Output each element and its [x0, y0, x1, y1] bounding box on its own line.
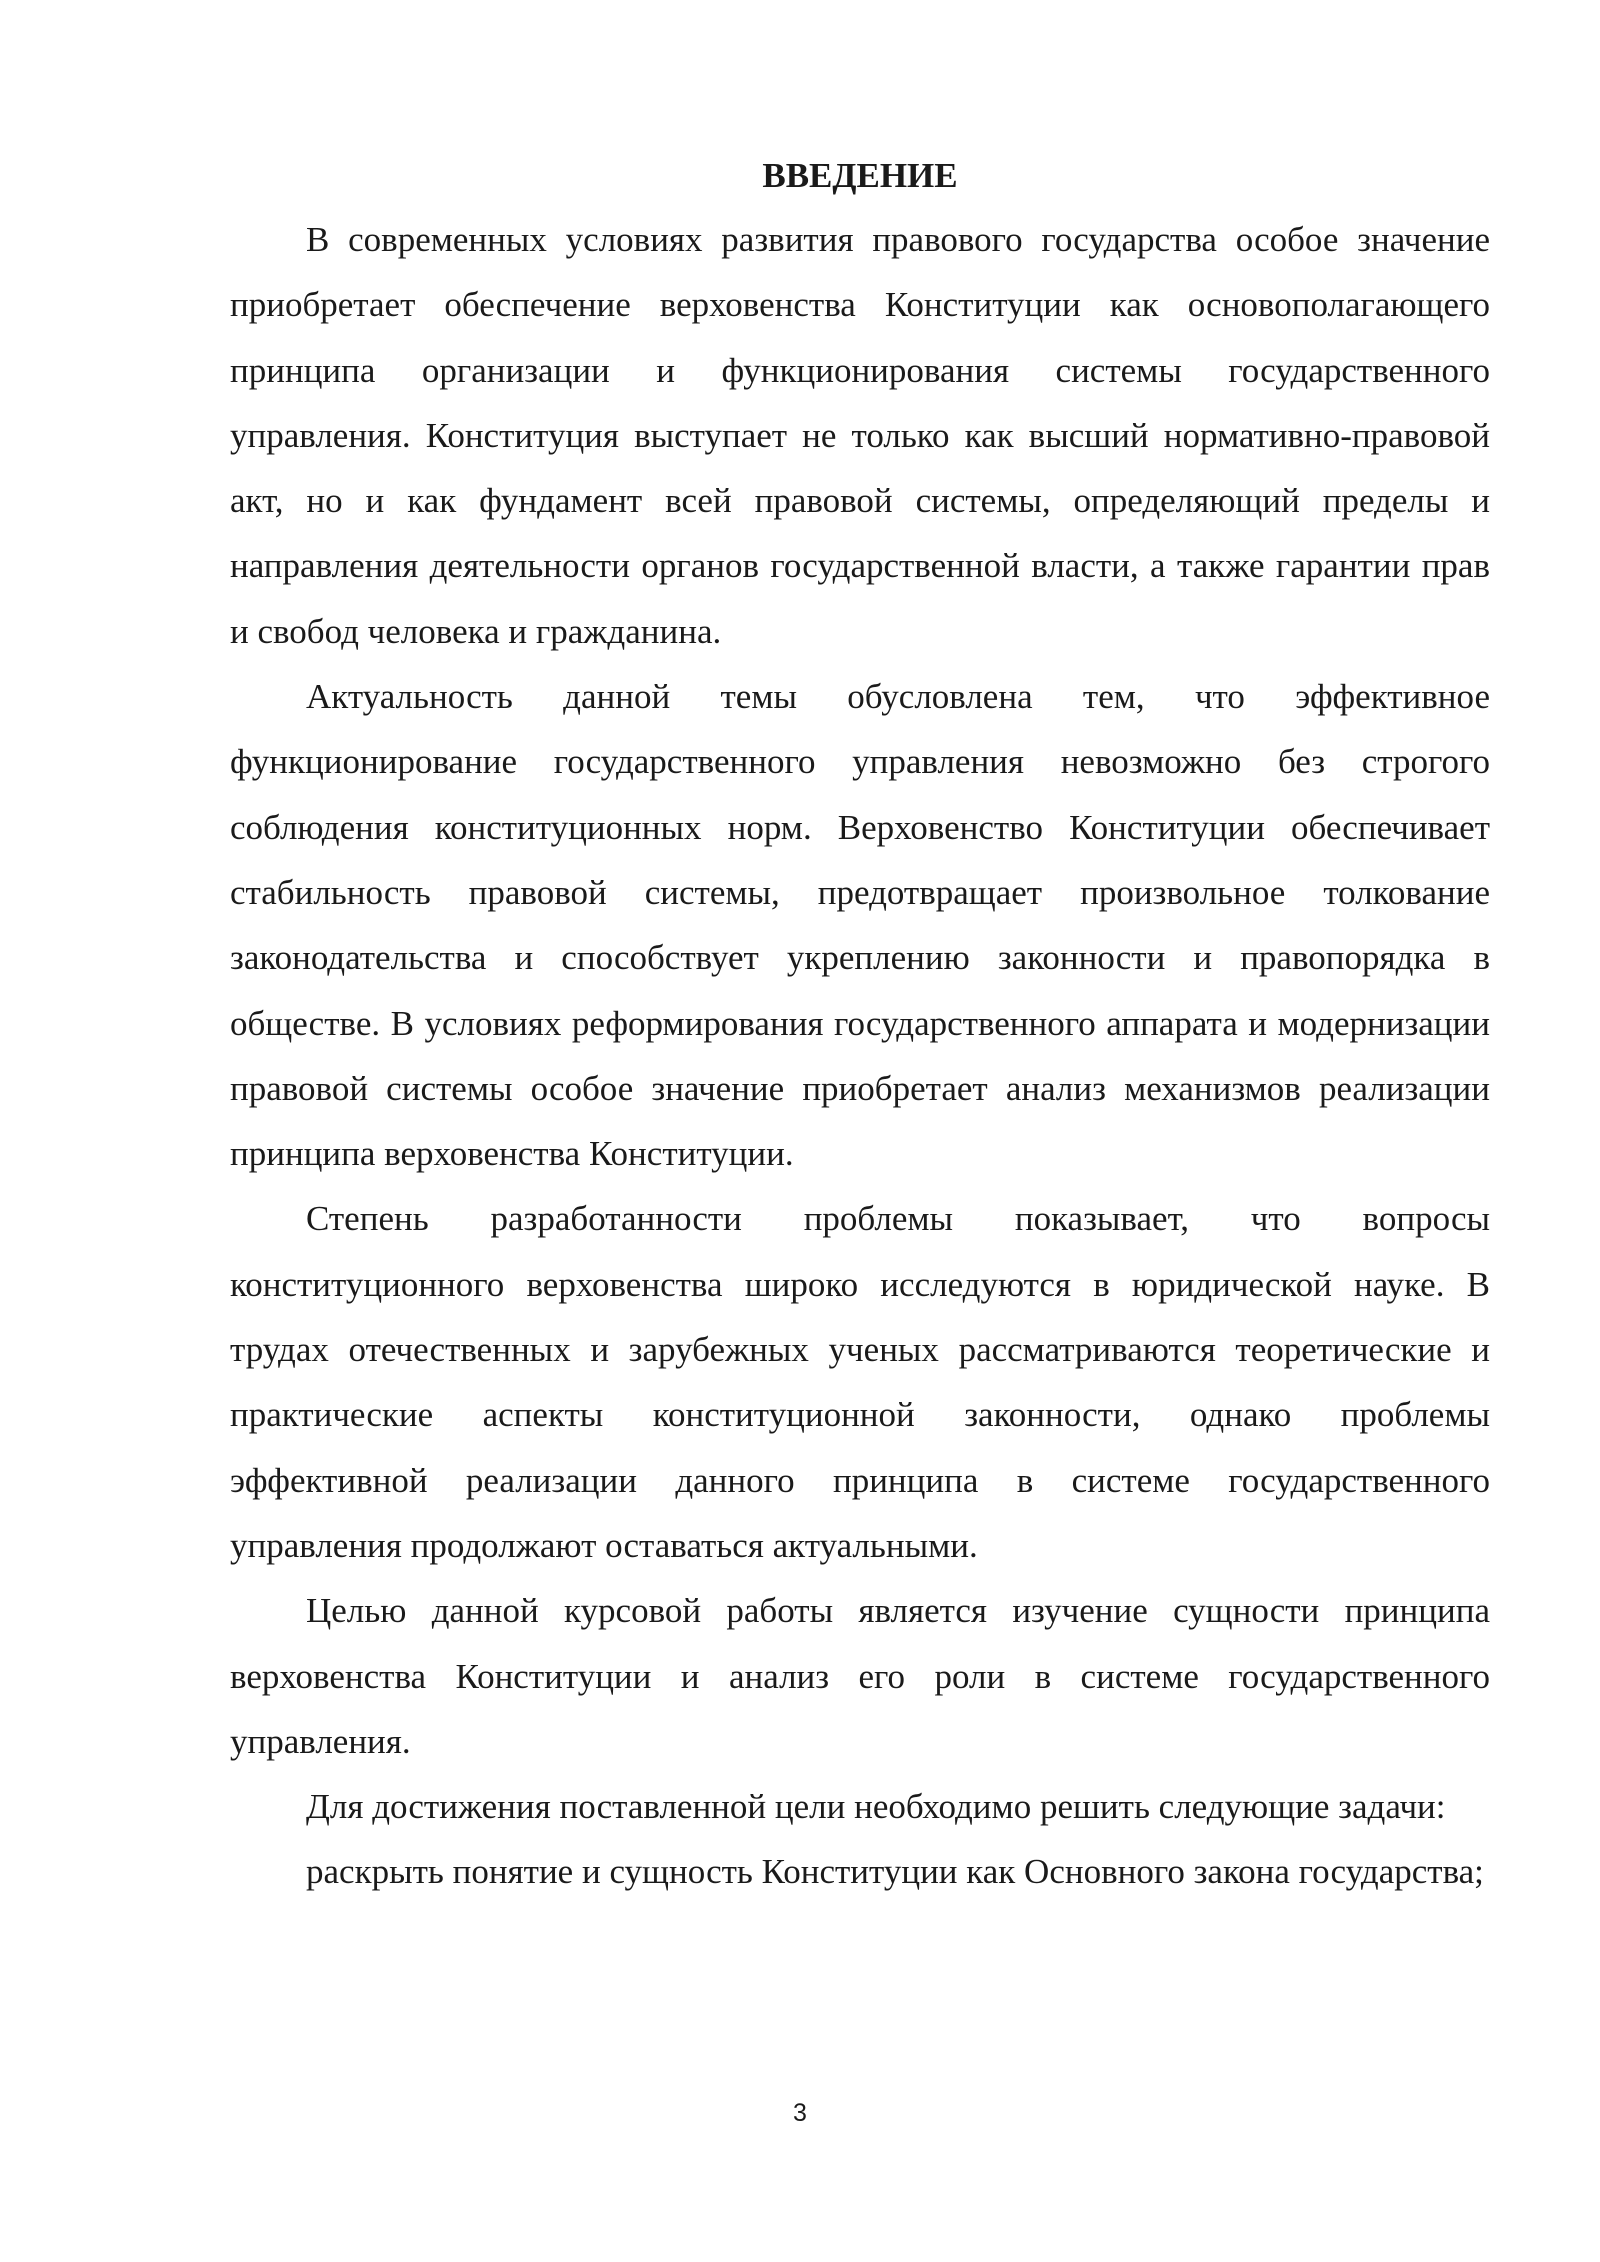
- page-number: 3: [793, 2099, 807, 2127]
- paragraph-task-item: раскрыть понятие и сущность Конституции как Основного закона государства;: [306, 1852, 1484, 1892]
- section-title: ВВЕДЕНИЕ: [762, 156, 958, 195]
- body-text: [230, 207, 1490, 1905]
- paragraph-relevance: Актуальность данной темы обусловлена тем, что эффективное функционирование государственного управления невозможно без строгого соблюдения конституционных норм. Верховенство Конституции обеспечивает стабильность правовой системы, предотвращает произвольное толкование законодательства и способствует укреплению законности и правопорядка в обществе. В условиях реформирования государственного аппарата и модернизации правовой системы особое значение приобретает анализ механизмов реализации принципа верховенства Конституции.: [230, 677, 1490, 1174]
- paragraph-introduction: В современных условиях развития правового государства особое значение приобретает обеспечение верховенства Конституции как основополагающего принципа организации и функционирования системы государственного управления. Конституция выступает не только как высший нормативно-правовой акт, но и как фундамент всей правовой системы, определяющий пределы и направления деятельности органов государственной власти, а также гарантии прав и свобод человека и гражданина.: [230, 220, 1490, 651]
- paragraph-research-degree: Степень разработанности проблемы показывает, что вопросы конституционного верховенства широко исследуются в юридической науке. В трудах отечественных и зарубежных ученых рассматриваются теоретические и практические аспекты конституционной законности, однако проблемы эффективной реализации данного принципа в системе государственного управления продолжают оставаться актуальными.: [230, 1199, 1490, 1565]
- paragraph-tasks-intro: Для достижения поставленной цели необходимо решить следующие задачи:: [306, 1787, 1446, 1827]
- paragraph-goal: Целью данной курсовой работы является изучение сущности принципа верховенства Конституции и анализ его роли в системе государственного управления.: [230, 1591, 1490, 1761]
